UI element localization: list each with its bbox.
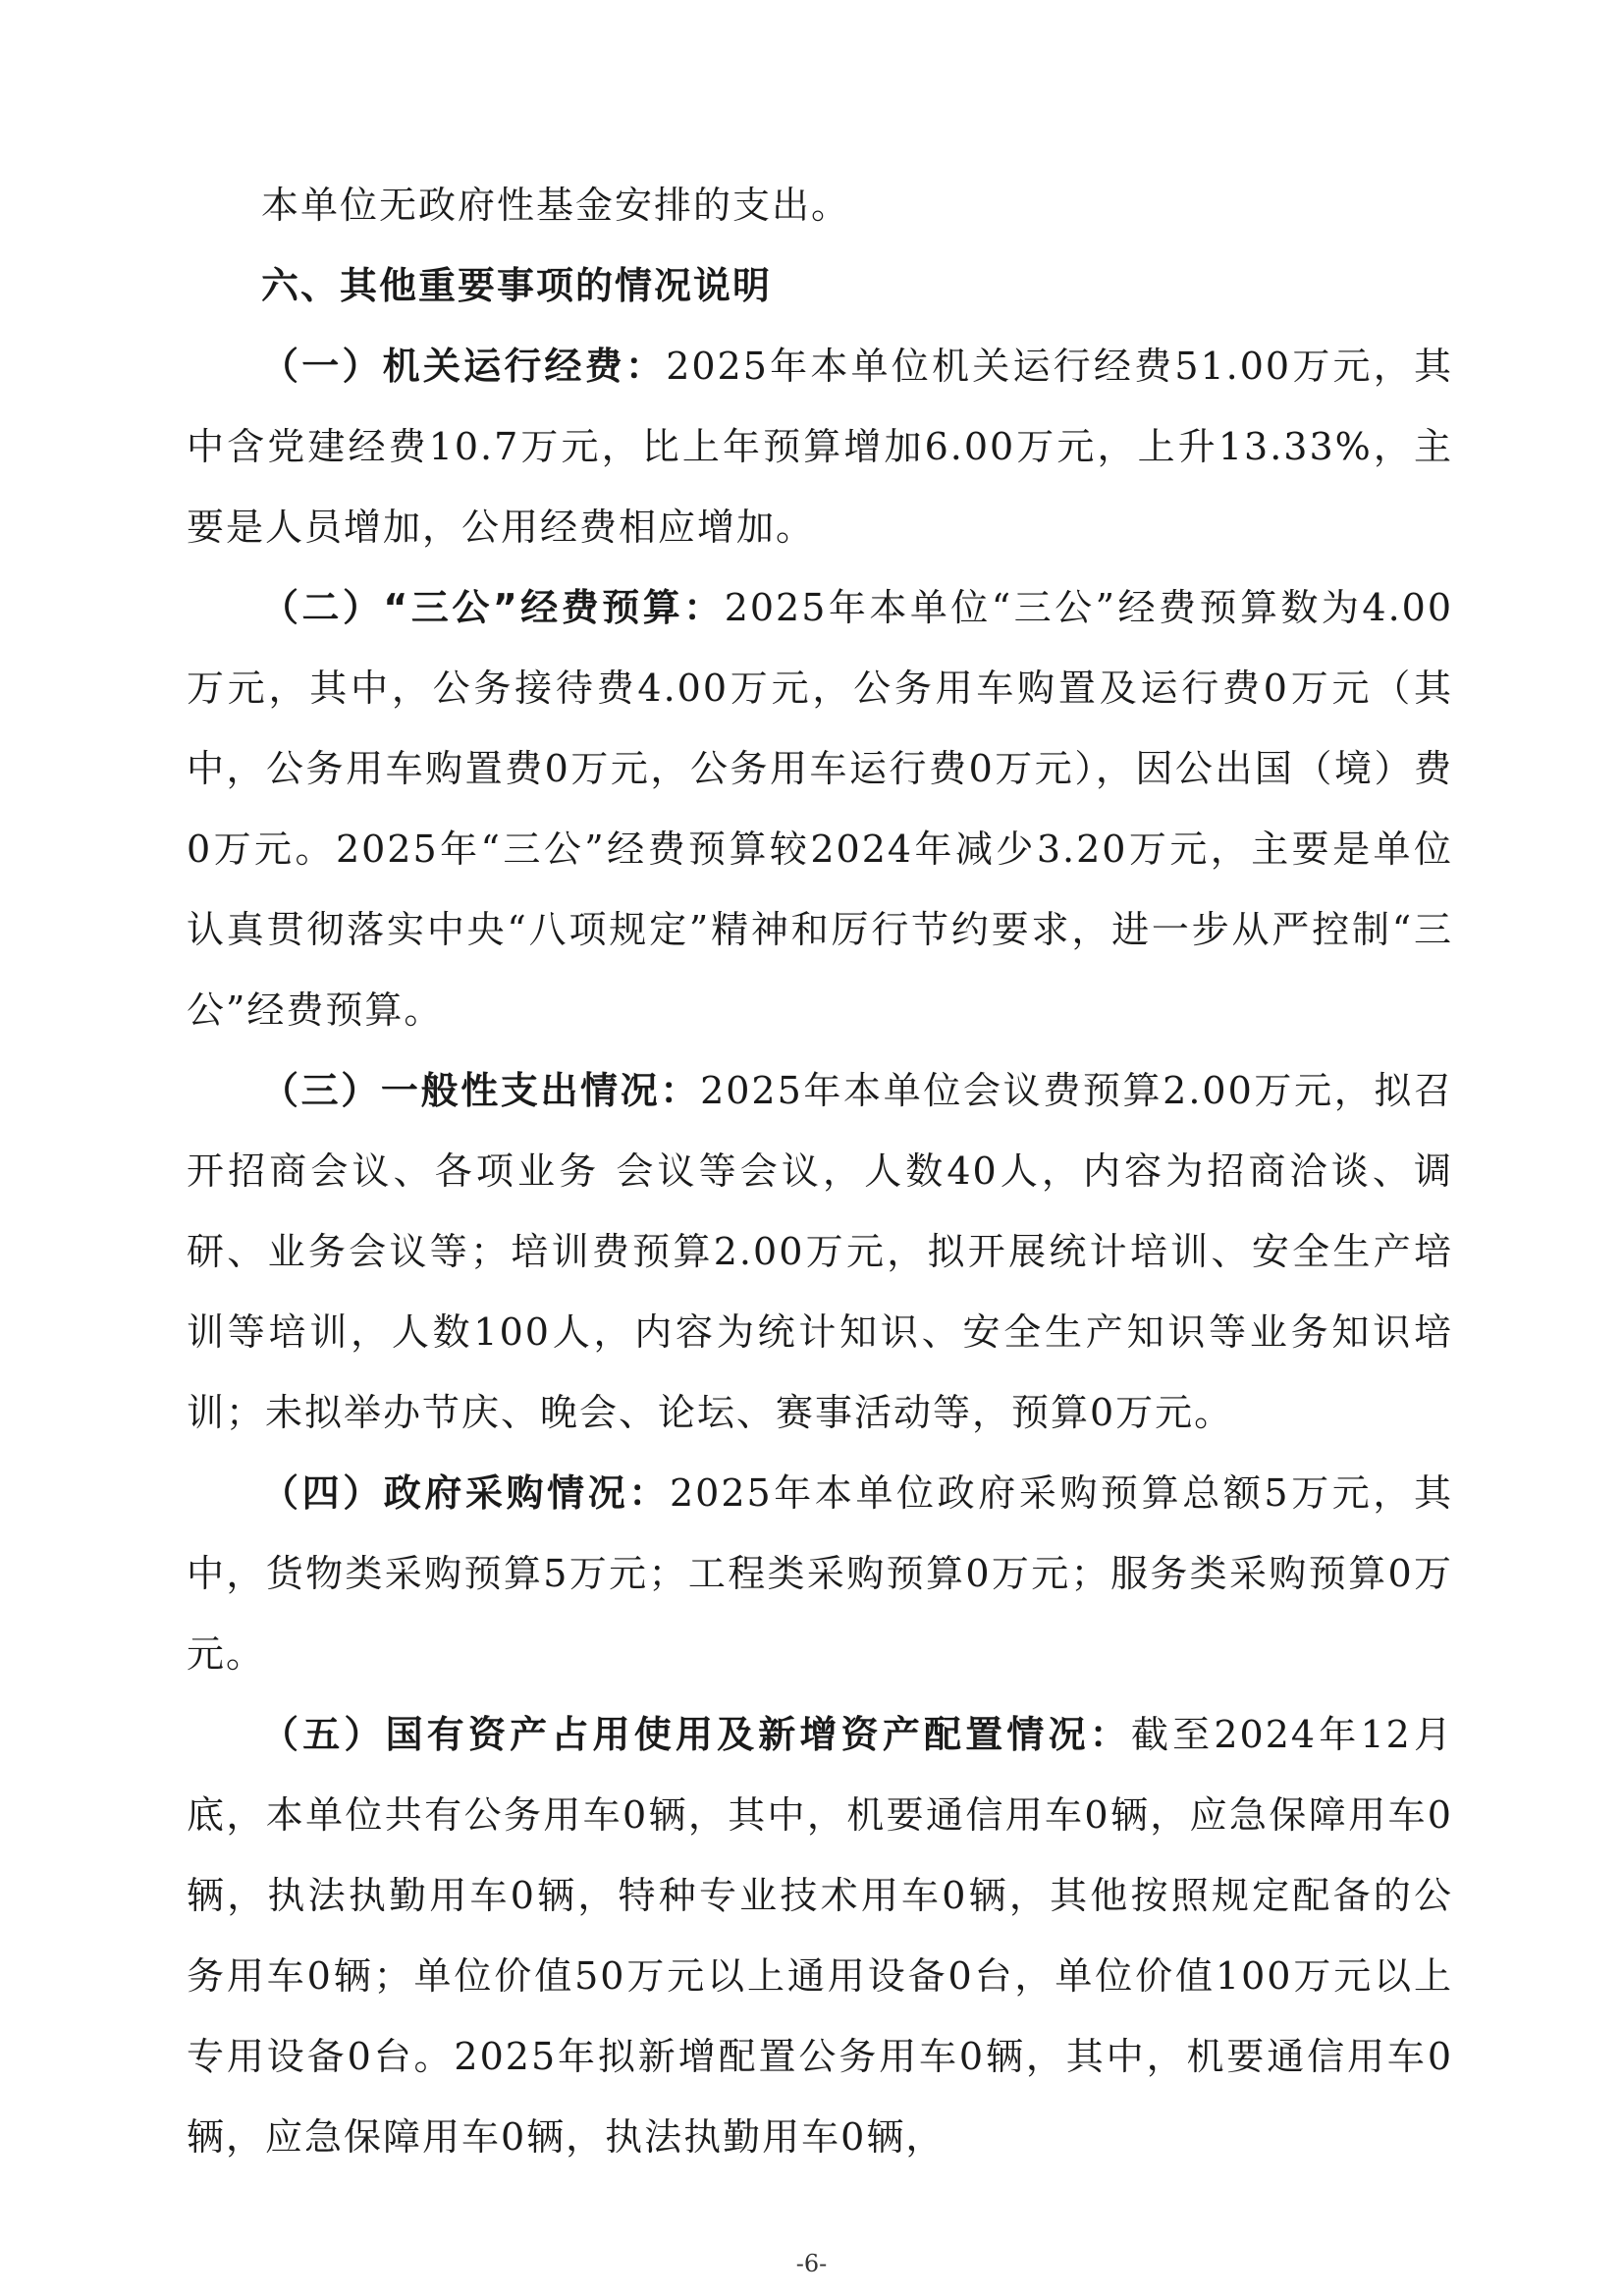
paragraph-lead: （一）机关运行经费： [261, 345, 667, 388]
paragraph-general-expenditure [187, 1050, 1453, 1453]
document-body [187, 165, 1453, 2177]
page-number: -6- [795, 2250, 828, 2277]
paragraph-lead: （三）一般性支出情况： [261, 1069, 701, 1112]
paragraph-text: 2025年本单位“三公”经费预算数为4.00万元，其中，公务接待费4.00万元，公务用车购置及运行费0万元（其中，公务用车购置费0万元，公务用车运行费0万元），因公出国（境）费0万元。2025年“三公”经费预算较2024年减少3.20万元，主要是单位认真贯彻落实中央“八项规定”精神和厉行节约要求，进一步从严控制“三公”经费预算。 [187, 586, 1454, 1032]
paragraph-three-public-expenses [187, 567, 1453, 1050]
paragraph-government-procurement [187, 1453, 1453, 1694]
paragraph-text: 2025年本单位机关运行经费51.00万元，其中含党建经费10.7万元，比上年预算增加6.00万元，上升13.33%，主要是人员增加，公用经费相应增加。 [187, 345, 1453, 549]
paragraph-text: 截至2024年12月底，本单位共有公务用车0辆，其中，机要通信用车0辆，应急保障用车0辆，执法执勤用车0辆，特种专业技术用车0辆，其他按照规定配备的公务用车0辆；单位价值50万元以上通用设备0台，单位价值100万元以上专用设备0台。2025年拟新增配置公务用车0辆，其中，机要通信用车0辆，应急保障用车0辆，执法执勤用车0辆， [187, 1713, 1453, 2159]
paragraph-state-assets [187, 1694, 1453, 2177]
paragraph-text: 2025年本单位会议费预算2.00万元，拟召开招商会议、各项业务 会议等会议，人数40人，内容为招商洽谈、调研、业务会议等；培训费预算2.00万元，拟开展统计培训、安全生产培训等培训，人数100人，内容为统计知识、安全生产知识等业务知识培训；未拟举办节庆、晚会、论坛、赛事活动等，预算0万元。 [187, 1069, 1453, 1434]
paragraph-lead: （五）国有资产占用使用及新增资产配置情况： [261, 1713, 1131, 1756]
paragraph-text: 2025年本单位政府采购预算总额5万元，其中，货物类采购预算5万元；工程类采购预算0万元；服务类采购预算0万元。 [187, 1471, 1453, 1676]
section-heading: 六、其他重要事项的情况说明 [261, 264, 773, 307]
paragraph-lead: （四）政府采购情况： [261, 1471, 670, 1515]
paragraph-operating-expenses [187, 326, 1453, 567]
paragraph-lead: （二）“三公”经费预算： [261, 586, 725, 629]
intro-paragraph: 本单位无政府性基金安排的支出。 [261, 184, 851, 227]
